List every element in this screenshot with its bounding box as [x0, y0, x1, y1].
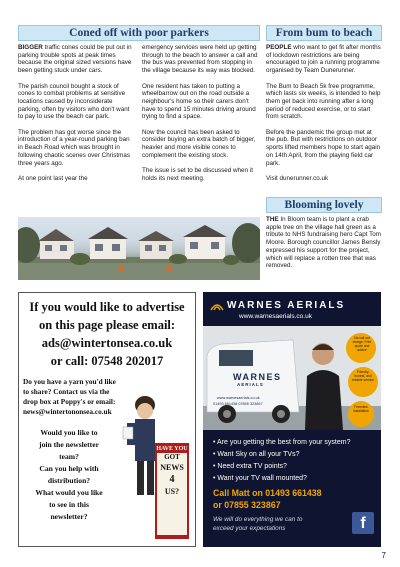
badge-text: No call out charge. Free quote and advice — [352, 336, 372, 352]
article-headline-blooming-lovely: Blooming lovely — [266, 197, 382, 213]
van-phone: 01493 661438 07855 323867 — [213, 402, 263, 406]
board-text: 4 — [169, 474, 175, 485]
article-headline-coned-off: Coned off with poor parkers — [18, 25, 260, 41]
board-text: GOT — [164, 453, 180, 461]
advert-email-link[interactable]: ads@wintertonsea.co.uk — [41, 336, 173, 350]
houses-illustration — [18, 217, 260, 280]
signal-waves-icon — [209, 298, 225, 312]
yarn-text: Do you have a yarn you'd like to share? Contact us via the drop box at Poppy's or email: news@wintertononsea.co.uk — [23, 377, 116, 416]
article-column-4 — [266, 216, 382, 278]
paragraph: Before the pandemic the group met at the pub. But with restrictions on outdoor sports lifted members hope to start again on 14th April, from the playing field car park. — [266, 128, 381, 167]
article-column-3 — [266, 44, 382, 183]
advertise-with-us-box — [18, 292, 196, 547]
brand-url[interactable]: www.warnesaerials.co.uk — [239, 313, 312, 320]
board-text: US? — [164, 487, 180, 496]
article-column-1 — [18, 44, 136, 190]
join-team-text: Would you like to join the newsletter team? Can you help with distribution? What would you like to see in this newsletter? — [35, 428, 103, 521]
paragraph: The issue is set to be discussed when it holds its next meeting. — [142, 167, 253, 182]
bullet-item: • Want Sky on all your TVs? — [213, 451, 300, 458]
tagline: exceed your expectations — [213, 525, 286, 532]
paragraph: Now the council has been asked to consider buying an extra batch of bigger, heavier and more visible cones to complement the existing stock. — [142, 128, 256, 159]
village-houses-photo — [18, 217, 260, 280]
article-headline-bum-to-beach: From bum to beach — [266, 25, 382, 41]
advert-phone: or call: 07548 202017 — [50, 354, 164, 368]
call-line: Call Matt on 01493 661438 — [213, 488, 322, 498]
advert-line: If you would like to advertise — [29, 300, 185, 314]
call-line-2: or 07855 323867 — [213, 500, 281, 510]
facebook-icon[interactable]: f — [352, 512, 374, 534]
paragraph: PEOPLE who want to get fit after months of lockdown restrictions are being encouraged to join a running programme organised by Team Dunerunner. — [266, 44, 381, 75]
van-brand: WARNES — [233, 372, 282, 382]
advert-line: on this page please email: — [38, 318, 176, 332]
page-number: 7 — [381, 551, 386, 560]
news-board — [157, 445, 187, 498]
board-text: HAVE YOU — [156, 446, 188, 452]
paragraph: The Bum to Beach 5k free programme, which lasts six weeks, is intended to help them get back into running after a long period of reduced exercise, or to start from scratch. — [266, 82, 381, 121]
bullet-item: • Are you getting the best from your system? — [213, 439, 351, 446]
paragraph: emergency services were held up getting through to the beach to answer a call and the bus was prevented from stopping in the village because its way was blocked. — [142, 44, 258, 75]
brand-name: WARNES AERIALS — [227, 300, 346, 311]
paragraph: The problem has got worse since the introduction of a year-round parking ban in Beach Road which was brought in following chaotic scenes over Christmas three years ago. — [18, 128, 130, 167]
van-brand-2: AERIALS — [237, 382, 264, 387]
bullet-item: • Want your TV wall mounted? — [213, 475, 307, 482]
tagline: We will do everything we can to — [213, 516, 303, 523]
board-text: NEWS — [160, 463, 184, 472]
paragraph: One resident has taken to putting a wheelbarrow out on the road outside a neighbour's home so their carers don't have to spend 15 minutes driving around trying to find a space. — [142, 82, 256, 121]
badge-text: Freeview installation — [353, 405, 369, 413]
website-text: Visit dunerunner.co.uk — [266, 174, 329, 182]
badge-text: Friendly, honest, and reliable service — [352, 370, 374, 382]
van-url: www.warnesaerials.co.uk — [217, 396, 260, 400]
article-column-2 — [142, 44, 260, 190]
paragraph: At one point last year the — [18, 174, 88, 182]
paragraph: The parish council bought a stock of cones to combat problems at sensitive locations caused by inconsiderate parking, often by visitors who don't want to pay to use the beach car park. — [18, 82, 130, 121]
paragraph: THE In Bloom team is to plant a crab apple tree on the village hall green as a tribute to NHS fundraising hero Capt Tom Moore. Borough councillor James Bensly expressed his support for the project, which will replace a rotten tree that was removed. — [266, 216, 382, 270]
bullet-item: • Need extra TV points? — [213, 463, 287, 470]
warnes-aerials-advert — [203, 292, 381, 547]
paragraph: BIGGER traffic cones could be put out in parking trouble spots at peak times because the original sized versions have been getting stuck under cars. — [18, 44, 132, 75]
news-email-link[interactable]: news@wintertononsea.co.uk — [23, 407, 112, 416]
